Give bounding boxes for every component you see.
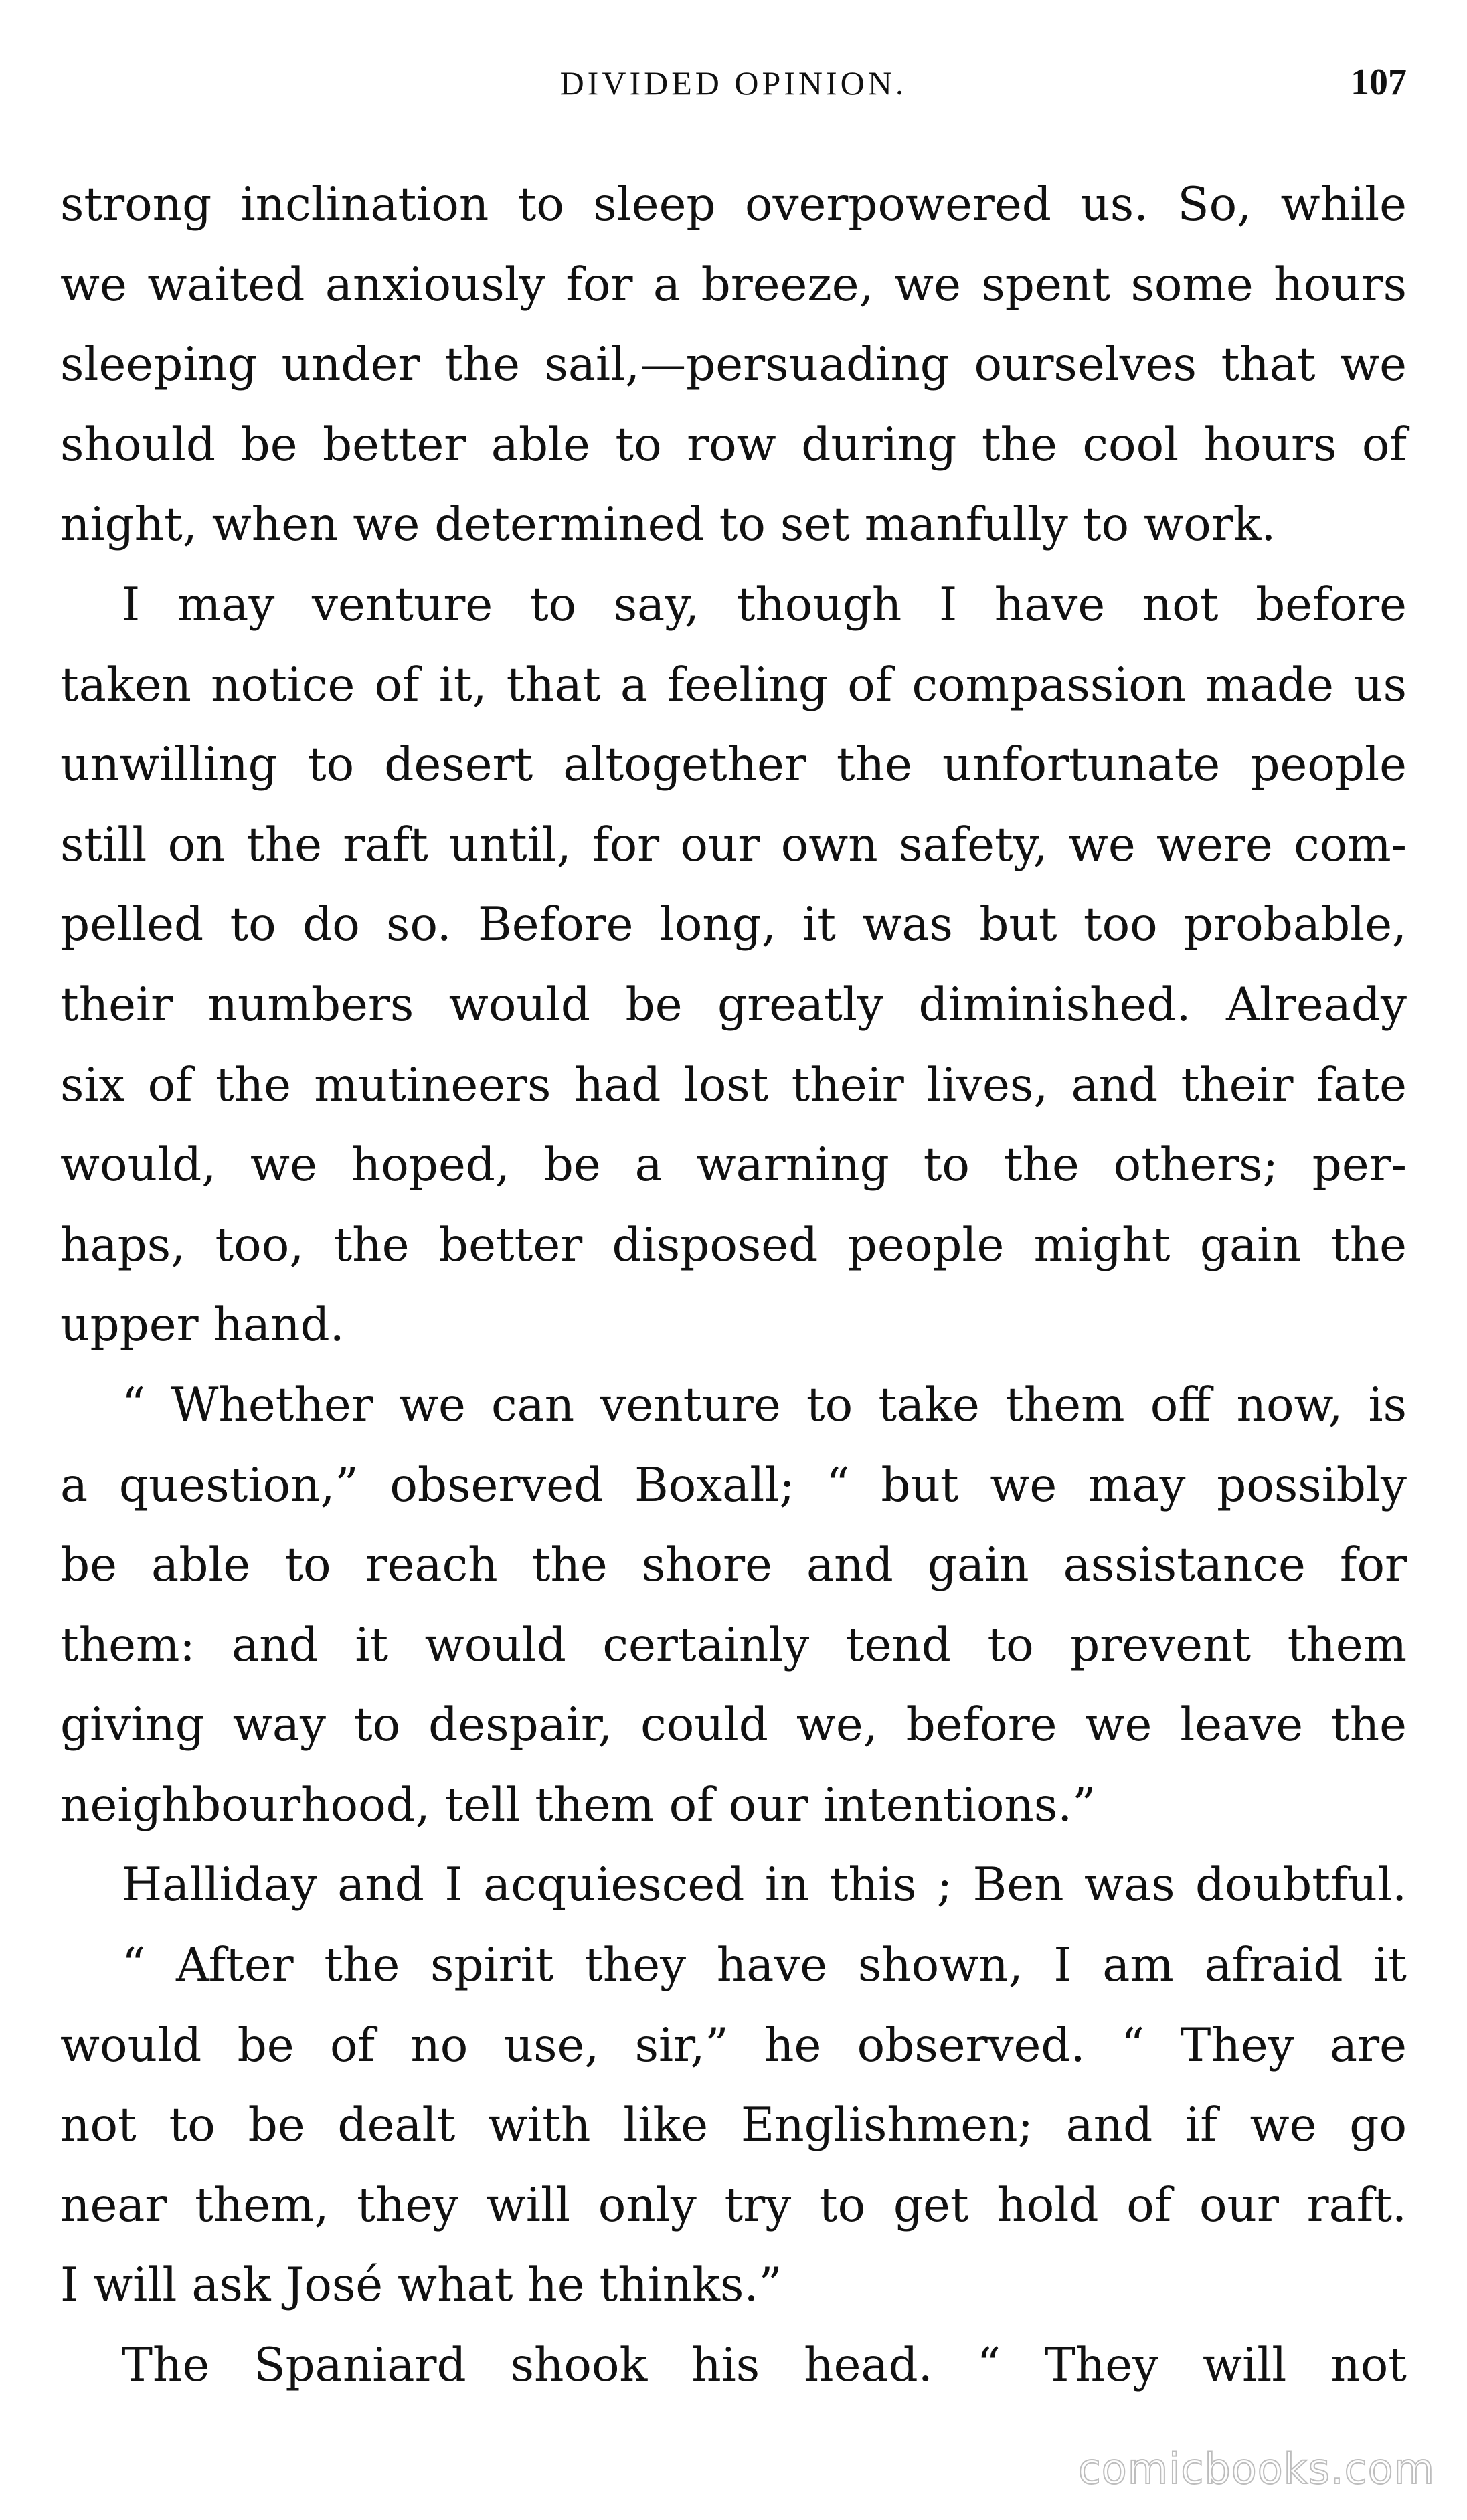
page-header — [60, 64, 1407, 117]
text-line: we waited anxiously for a breeze, we spent some hours — [60, 258, 1407, 312]
page-number: 107 — [1351, 62, 1407, 103]
site-watermark: comicbooks.com — [1077, 2444, 1435, 2493]
text-line: giving way to despair, could we, before we leave the — [60, 1698, 1407, 1752]
text-line: Halliday and I acquiesced in this ; Ben was doubtful. — [122, 1858, 1407, 1912]
text-line: a question,” observed Boxall; “ but we may possibly — [60, 1458, 1407, 1512]
text-line: “ Whether we can venture to take them off now, is — [122, 1378, 1407, 1432]
text-line: strong inclination to sleep overpowered us. So, while — [60, 178, 1407, 232]
text-line: “ After the spirit they have shown, I am afraid it — [122, 1939, 1407, 1993]
text-line: taken notice of it, that a feeling of compassion made us — [60, 658, 1407, 712]
text-line: would be of no use, sir,” he observed. “ They are — [60, 2018, 1407, 2072]
text-line: their numbers would be greatly diminished. Already — [60, 978, 1407, 1032]
text-line: would, we hoped, be a warning to the others; per- — [60, 1138, 1407, 1192]
text-line: sleeping under the sail,—persuading ourselves that we — [60, 338, 1407, 392]
text-line: I may venture to say, though I have not before — [122, 577, 1407, 632]
text-line: night, when we determined to set manfully to work. — [60, 498, 1276, 552]
running-title: DIVIDED OPINION. — [559, 64, 908, 102]
text-line: should be better able to row during the cool hours of — [60, 418, 1407, 472]
body-text — [60, 165, 1407, 2406]
text-line: pelled to do so. Before long, it was but too probable, — [60, 898, 1407, 952]
text-line: upper hand. — [60, 1298, 345, 1352]
text-line: The Spaniard shook his head. “ They will not — [122, 2339, 1407, 2393]
text-line: them: and it would certainly tend to prevent them — [60, 1618, 1407, 1672]
text-line: neighbourhood, tell them of our intentions.” — [60, 1778, 1096, 1832]
text-line: not to be dealt with like Englishmen; and if we go — [60, 2098, 1407, 2153]
text-line: I will ask José what he thinks.” — [60, 2258, 782, 2313]
text-line: haps, too, the better disposed people might gain the — [60, 1218, 1407, 1272]
text-line: still on the raft until, for our own safety, we were com- — [60, 818, 1407, 872]
text-line: be able to reach the shore and gain assistance for — [60, 1538, 1407, 1593]
text-line: near them, they will only try to get hold of our raft. — [60, 2178, 1407, 2232]
text-line: six of the mutineers had lost their lives, and their fate — [60, 1058, 1407, 1112]
text-line: unwilling to desert altogether the unfortunate people — [60, 738, 1407, 792]
